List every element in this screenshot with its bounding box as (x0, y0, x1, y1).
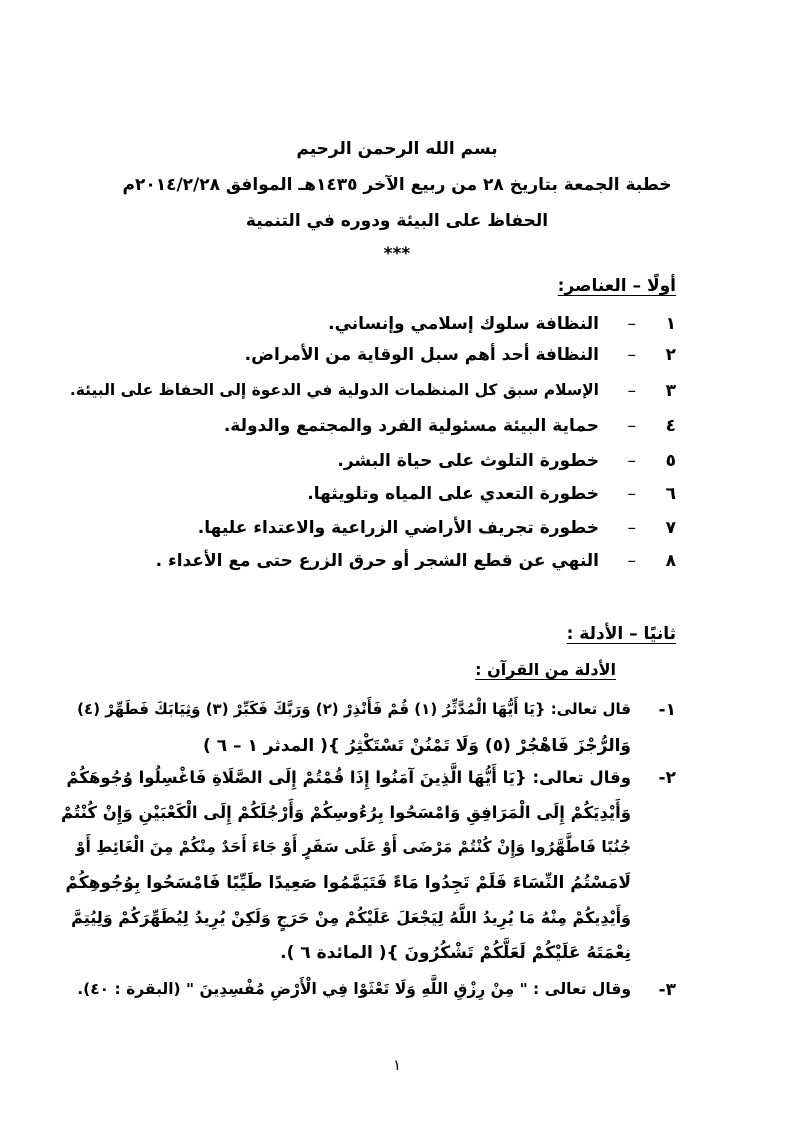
item-number: ٧ (665, 518, 676, 538)
list-item (0, 484, 794, 514)
item-text: خطورة تجريف الأراضي الزراعية والاعتداء عليها. (197, 518, 599, 538)
item-dash: – (627, 451, 636, 471)
list-item (0, 451, 794, 481)
item-number: ٢ (665, 345, 676, 365)
document-title: الحفاظ على البيئة ودوره في التنمية (245, 211, 549, 231)
quran-evidence-subheading: الأدلة من القرآن : (475, 660, 616, 679)
evidence-heading: ثانيًا – الأدلة : (566, 624, 676, 644)
verse-line: قال تعالى: {يَا أَيُّهَا الْمُدَّثِّرُ (١) قُمْ فَأَنْذِرْ (٢) وَرَبَّكَ فَكَبِّرْ (٣) وَثِيَابَكَ فَطَهِّرْ (٤) (77, 700, 631, 718)
item-dash: – (627, 551, 636, 571)
item-dash: – (627, 518, 636, 538)
item-dash: – (627, 416, 636, 436)
verse-line: وقال تعالى : " مِنْ رِزْقِ اللَّهِ وَلَا تَعْثَوْا فِي الْأَرْضِ مُفْسِدِينَ " (البقرة : ٤٠). (77, 980, 631, 998)
item-number: ٨ (665, 551, 676, 571)
list-item (0, 416, 794, 446)
list-item (0, 518, 794, 548)
verse-line: وَأَيْدِيكُمْ مِنْهُ مَا يُرِيدُ اللَّهُ لِيَجْعَلَ عَلَيْكُمْ مِنْ حَرَجٍ وَلَكِنْ يُرِيدُ لِيُطَهِّرَكُمْ وَلِيُتِمَّ (71, 908, 631, 927)
item-dash: – (627, 381, 636, 401)
item-text: خطورة التلوث على حياة البشر. (337, 451, 599, 471)
item-text: خطورة التعدي على المياه وتلويثها. (307, 484, 599, 504)
elements-heading: أولًا – العناصر: (557, 276, 676, 296)
verse-line: نِعْمَتَهُ عَلَيْكُمْ لَعَلَّكُمْ تَشْكُرُونَ }( المائدة ٦ ). (280, 943, 631, 963)
item-dash: – (627, 484, 636, 504)
verse-line: جُنُبًا فَاطَّهَّرُوا وَإِنْ كُنْتُمْ مَرْضَى أَوْ عَلَى سَفَرٍ أَوْ جَاءَ أَحَدٌ مِنْكُمْ مِنَ الْغَائِطِ أَوْ (75, 838, 631, 856)
item-text: النظافة أحد أهم سبل الوقاية من الأمراض. (244, 345, 599, 365)
evidence-number: ٢- (658, 768, 676, 788)
date-line: خطبة الجمعة بتاريخ ٢٨ من ربيع الآخر ١٤٣٥هـ الموافق ٢٠١٤/٢/٢٨م (122, 175, 672, 195)
verse-line: وقال تعالى: {يَا أَيُّهَا الَّذِينَ آمَنُوا إِذَا قُمْتُمْ إِلَى الصَّلَاةِ فَاغْسِلُوا وُجُوهَكُمْ (66, 768, 631, 787)
item-text: الإسلام سبق كل المنظمات الدولية في الدعوة إلى الحفاظ على البيئة. (69, 381, 599, 399)
item-number: ٥ (665, 451, 676, 471)
verse-line: وَالرُّجْزَ فَاهْجُرْ (٥) وَلَا تَمْنُنْ تَسْتَكْثِرُ }( المدثر ١ – ٦ ) (203, 736, 631, 756)
item-number: ٤ (665, 416, 676, 436)
item-text: حماية البيئة مسئولية الفرد والمجتمع والدولة. (223, 416, 599, 436)
evidence-number: ٣- (658, 980, 676, 1000)
item-dash: – (627, 345, 636, 365)
verse-line: لَامَسْتُمُ النِّسَاءَ فَلَمْ تَجِدُوا مَاءً فَتَيَمَّمُوا صَعِيدًا طَيِّبًا فَامْسَحُوا بِوُجُوهِكُمْ (65, 873, 631, 893)
item-text: النظافة سلوك إسلامي وإنساني. (328, 314, 599, 334)
list-item (0, 381, 794, 411)
item-number: ٣ (665, 381, 676, 401)
page-number: ١ (392, 1056, 402, 1074)
list-item (0, 345, 794, 375)
basmala: بسم الله الرحمن الرحيم (296, 139, 498, 159)
list-item (0, 314, 794, 344)
separator-stars: *** (383, 244, 411, 264)
list-item (0, 551, 794, 581)
item-number: ١ (665, 314, 676, 334)
item-dash: – (627, 314, 636, 334)
item-number: ٦ (665, 484, 676, 504)
evidence-number: ١- (658, 700, 676, 720)
verse-line: وَأَيْدِيَكُمْ إِلَى الْمَرَافِقِ وَامْسَحُوا بِرُءُوسِكُمْ وَأَرْجُلَكُمْ إِلَى الْكَعْبَيْنِ وَإِنْ كُنْتُمْ (60, 803, 631, 822)
item-text: النهي عن قطع الشجر أو حرق الزرع حتى مع الأعداء . (155, 551, 599, 571)
